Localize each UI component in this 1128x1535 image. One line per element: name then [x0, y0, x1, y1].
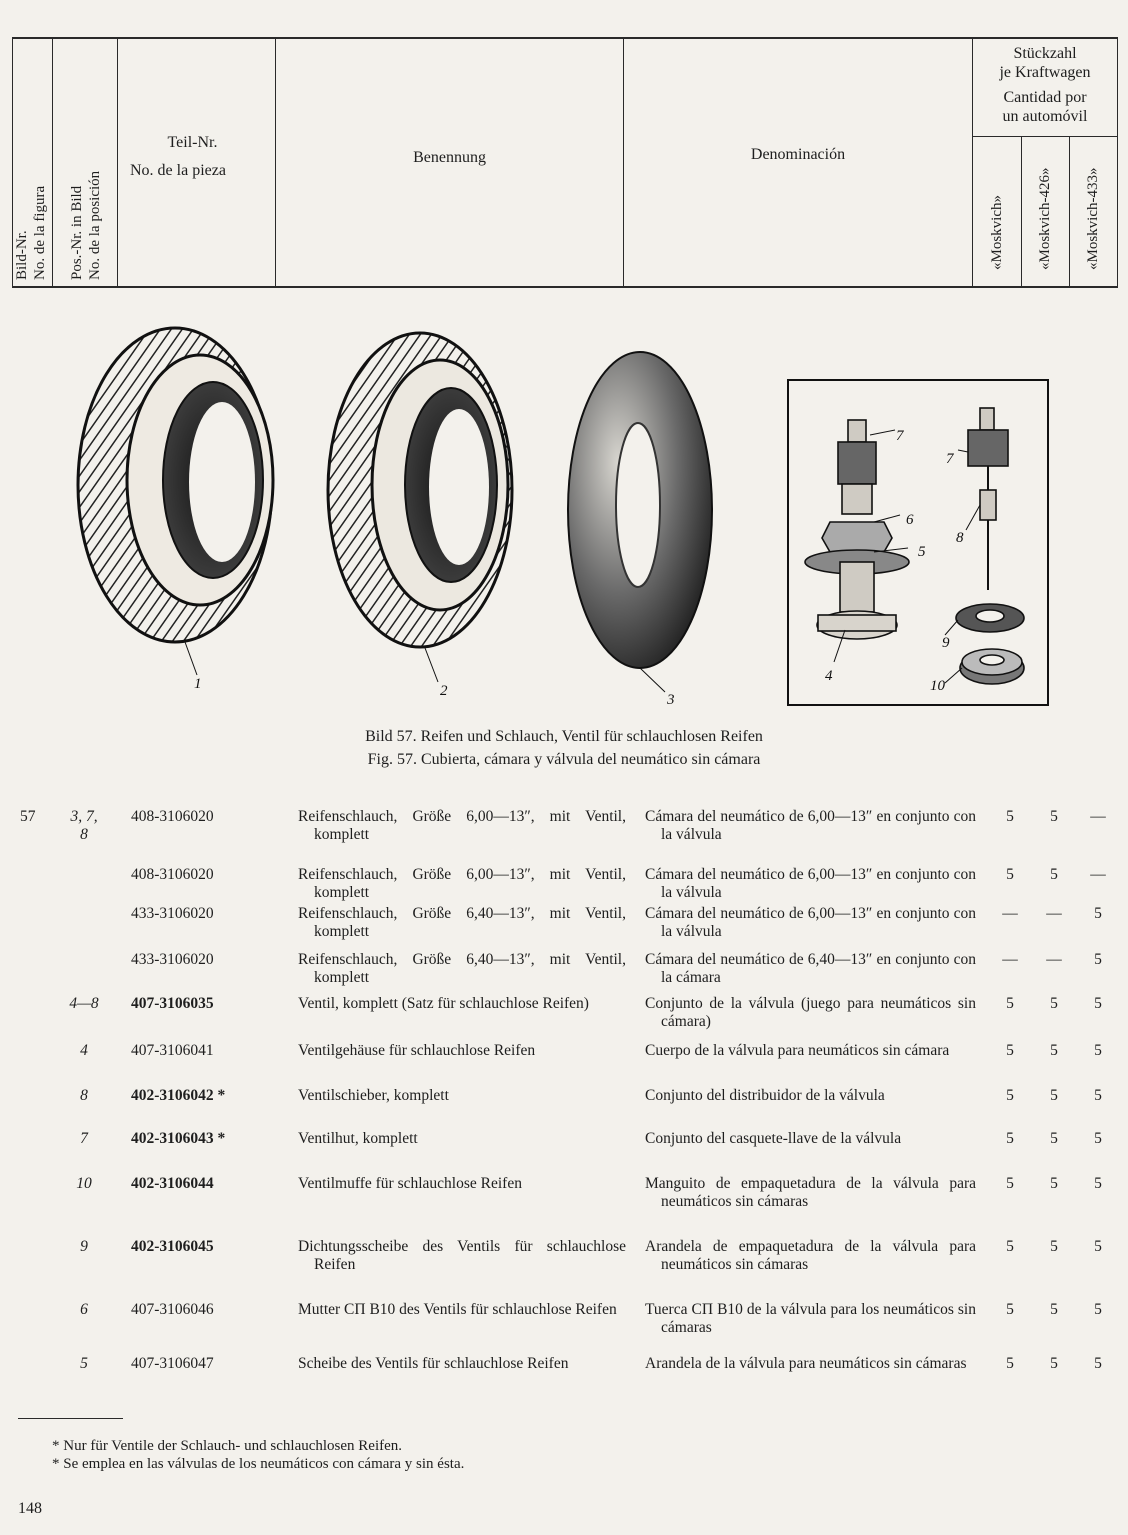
label-3: 3: [667, 692, 675, 708]
cell-qty-moskvich-433: 5: [1094, 1087, 1102, 1104]
cell-qty-moskvich-426: 5: [1050, 1301, 1058, 1318]
cell-qty-moskvich-433: 5: [1094, 951, 1102, 968]
tire-2-drawing: [328, 333, 512, 647]
cell-part-no: 402-3106044: [131, 1175, 214, 1192]
footnote-de: * Nur für Ventile der Schlauch- und schlauchlosen Reifen.: [52, 1438, 403, 1454]
header-divider: [972, 136, 1118, 137]
footnote-es: * Se emplea en las válvulas de los neumáticos con cámara y sin ésta.: [52, 1456, 465, 1472]
cell-pos: 10: [76, 1175, 92, 1192]
cell-qty-moskvich-426: 5: [1050, 1238, 1058, 1255]
label-7: 7: [896, 428, 904, 444]
qty-header-es-1: Cantidad por: [1003, 89, 1087, 106]
cell-part-no: 402-3106043 *: [131, 1130, 226, 1147]
cell-qty-moskvich-426: 5: [1050, 1175, 1058, 1192]
label-2: 2: [440, 683, 448, 699]
cell-pos-line2: 8: [80, 826, 88, 843]
cell-qty-moskvich-426: —: [1046, 951, 1062, 968]
cell-fig: 57: [20, 808, 36, 825]
cell-qty-moskvich: 5: [1006, 1355, 1014, 1372]
cell-qty-moskvich-426: 5: [1050, 995, 1058, 1012]
col-de-header: Benennung: [413, 149, 486, 166]
cell-denominacion: Conjunto de la válvula (juego para neumáticos sin cámara): [645, 995, 976, 1030]
cell-part-no: 402-3106045: [131, 1238, 214, 1255]
cell-qty-moskvich: 5: [1006, 1130, 1014, 1147]
cell-part-no: 433-3106020: [131, 951, 214, 968]
cell-denominacion: Cámara del neumático de 6,40—13″ en conjunto con la cámara: [645, 951, 976, 986]
cell-denominacion: Cámara del neumático de 6,00—13″ en conjunto con la válvula: [645, 905, 976, 940]
cell-qty-moskvich-433: 5: [1094, 1301, 1102, 1318]
model-header-moskvich: «Moskvich»: [989, 195, 1005, 270]
qty-header-es-2: un automóvil: [1002, 108, 1088, 125]
cell-part-no: 407-3106035: [131, 995, 214, 1012]
cell-part-no: 402-3106042 *: [131, 1087, 226, 1104]
col-pos-header: [68, 95, 104, 280]
cell-part-no: 407-3106047: [131, 1355, 214, 1372]
cell-denominacion: Manguito de empaquetadura de la válvula para neumáticos sin cámaras: [645, 1175, 976, 1210]
label-4: 4: [825, 668, 833, 684]
header-divider: [52, 37, 53, 288]
cell-qty-moskvich: —: [1002, 905, 1018, 922]
cell-benennung: Ventilhut, komplett: [298, 1130, 418, 1147]
cell-denominacion: Conjunto del casquete-llave de la válvula: [645, 1130, 902, 1147]
cell-qty-moskvich: 5: [1006, 866, 1014, 883]
cell-qty-moskvich-433: 5: [1094, 1355, 1102, 1372]
cell-denominacion: Arandela de empaquetadura de la válvula para neumáticos sin cámaras: [645, 1238, 976, 1273]
col-part-header-de: Teil-Nr.: [167, 134, 218, 151]
qty-header-de-2: je Kraftwagen: [999, 64, 1091, 81]
cell-qty-moskvich-433: 5: [1094, 1238, 1102, 1255]
footnote-rule: [18, 1418, 123, 1419]
cell-pos: 6: [80, 1301, 88, 1318]
col-es-header: Denominación: [750, 146, 846, 163]
cell-benennung: Ventilschieber, komplett: [298, 1087, 449, 1104]
cell-denominacion: Cámara del neumático de 6,00—13″ en conjunto con la válvula: [645, 866, 976, 901]
cell-pos: 4: [80, 1042, 88, 1059]
cell-qty-moskvich-433: 5: [1094, 905, 1102, 922]
figure-57-illustration: [0, 290, 1128, 720]
col-part-header: [130, 133, 275, 181]
model-header-moskvich-433: «Moskvich-433»: [1085, 167, 1101, 270]
header-divider: [1117, 37, 1118, 288]
label-1: 1: [194, 676, 202, 692]
cell-qty-moskvich: 5: [1006, 1042, 1014, 1059]
header-divider: [1069, 136, 1070, 288]
figure-caption-de: Bild 57. Reifen und Schlauch, Ventil für schlauchlosen Reifen: [365, 728, 763, 745]
valve-exploded-parts-drawing: [956, 408, 1024, 684]
qty-header-de-1: Stückzahl: [1013, 45, 1077, 62]
cell-qty-moskvich: 5: [1006, 1301, 1014, 1318]
cell-benennung: Ventilmuffe für schlauchlose Reifen: [298, 1175, 522, 1192]
cell-pos: 5: [80, 1355, 88, 1372]
cell-qty-moskvich-433: 5: [1094, 1175, 1102, 1192]
cell-denominacion: Arandela de la válvula para neumáticos sin cámaras: [645, 1355, 967, 1372]
col-fig-header-line1: Bild-Nr.: [14, 230, 30, 280]
cell-pos-line1: 3, 7,: [70, 808, 98, 825]
cell-part-no: 433-3106020: [131, 905, 214, 922]
col-part-header-es: No. de la pieza: [130, 162, 226, 179]
cell-qty-moskvich-433: 5: [1094, 1130, 1102, 1147]
label-7-exploded: 7: [946, 451, 954, 467]
header-top-rule: [12, 37, 1118, 39]
header-divider: [117, 37, 118, 288]
cell-pos: 9: [80, 1238, 88, 1255]
figure-caption-es: Fig. 57. Cubierta, cámara y válvula del neumático sin cámara: [367, 751, 761, 768]
cell-part-no: 407-3106046: [131, 1301, 214, 1318]
cell-qty-moskvich-426: 5: [1050, 1130, 1058, 1147]
cell-qty-moskvich-426: 5: [1050, 1355, 1058, 1372]
cell-part-no: 407-3106041: [131, 1042, 214, 1059]
inner-tube-3-drawing: [568, 352, 712, 668]
tire-1-drawing: [78, 328, 273, 642]
cell-benennung: Reifenschlauch, Größe 6,00—13″, mit Ventil, komplett: [298, 866, 626, 901]
cell-pos: 7: [80, 1130, 88, 1147]
col-pos-header-line2: No. de la posición: [87, 170, 103, 280]
label-6: 6: [906, 512, 914, 528]
cell-qty-moskvich: 5: [1006, 995, 1014, 1012]
cell-denominacion: Tuerca СП B10 de la válvula para los neumáticos sin cámaras: [645, 1301, 976, 1336]
cell-qty-moskvich: 5: [1006, 1238, 1014, 1255]
cell-denominacion: Conjunto del distribuidor de la válvula: [645, 1087, 885, 1104]
cell-part-no: 408-3106020: [131, 808, 214, 825]
cell-benennung: Mutter СП B10 des Ventils für schlauchlose Reifen: [298, 1301, 617, 1318]
cell-pos: 4—8: [69, 995, 99, 1012]
cell-qty-moskvich-426: 5: [1050, 866, 1058, 883]
cell-qty-moskvich-433: 5: [1094, 1042, 1102, 1059]
cell-qty-moskvich: 5: [1006, 1087, 1014, 1104]
cell-qty-moskvich-426: 5: [1050, 1087, 1058, 1104]
cell-benennung: Ventil, komplett (Satz für schlauchlose Reifen): [298, 995, 589, 1012]
col-fig-header-line2: No. de la figura: [32, 185, 48, 280]
cell-qty-moskvich: 5: [1006, 808, 1014, 825]
model-header-moskvich-426: «Moskvich-426»: [1037, 167, 1053, 270]
cell-denominacion: Cámara del neumático de 6,00—13″ en conjunto con la válvula: [645, 808, 976, 843]
label-5: 5: [918, 544, 926, 560]
cell-benennung: Reifenschlauch, Größe 6,40—13″, mit Ventil, komplett: [298, 951, 626, 986]
page-number: 148: [18, 1500, 42, 1517]
cell-qty-moskvich-426: —: [1046, 905, 1062, 922]
cell-qty-moskvich-433: —: [1090, 866, 1106, 883]
label-10: 10: [930, 678, 945, 694]
label-9: 9: [942, 635, 950, 651]
cell-pos: [58, 808, 110, 844]
valve-assembly-drawing: [805, 420, 909, 639]
label-8: 8: [956, 530, 964, 546]
cell-benennung: Reifenschlauch, Größe 6,00—13″, mit Ventil, komplett: [298, 808, 626, 843]
cell-qty-moskvich-426: 5: [1050, 1042, 1058, 1059]
qty-header: [973, 44, 1117, 126]
cell-benennung: Reifenschlauch, Größe 6,40—13″, mit Ventil, komplett: [298, 905, 626, 940]
col-fig-header: [13, 130, 49, 280]
cell-part-no: 408-3106020: [131, 866, 214, 883]
cell-denominacion: Cuerpo de la válvula para neumáticos sin cámara: [645, 1042, 950, 1059]
cell-pos: 8: [80, 1087, 88, 1104]
col-pos-header-line1: Pos.-Nr. in Bild: [69, 185, 85, 280]
cell-qty-moskvich: 5: [1006, 1175, 1014, 1192]
cell-benennung: Dichtungsscheibe des Ventils für schlauchlose Reifen: [298, 1238, 626, 1273]
cell-benennung: Scheibe des Ventils für schlauchlose Reifen: [298, 1355, 569, 1372]
cell-qty-moskvich: —: [1002, 951, 1018, 968]
cell-qty-moskvich-433: —: [1090, 808, 1106, 825]
cell-qty-moskvich-433: 5: [1094, 995, 1102, 1012]
header-divider: [1021, 136, 1022, 288]
header-bottom-rule: [12, 286, 1118, 288]
cell-benennung: Ventilgehäuse für schlauchlose Reifen: [298, 1042, 536, 1059]
cell-qty-moskvich-426: 5: [1050, 808, 1058, 825]
